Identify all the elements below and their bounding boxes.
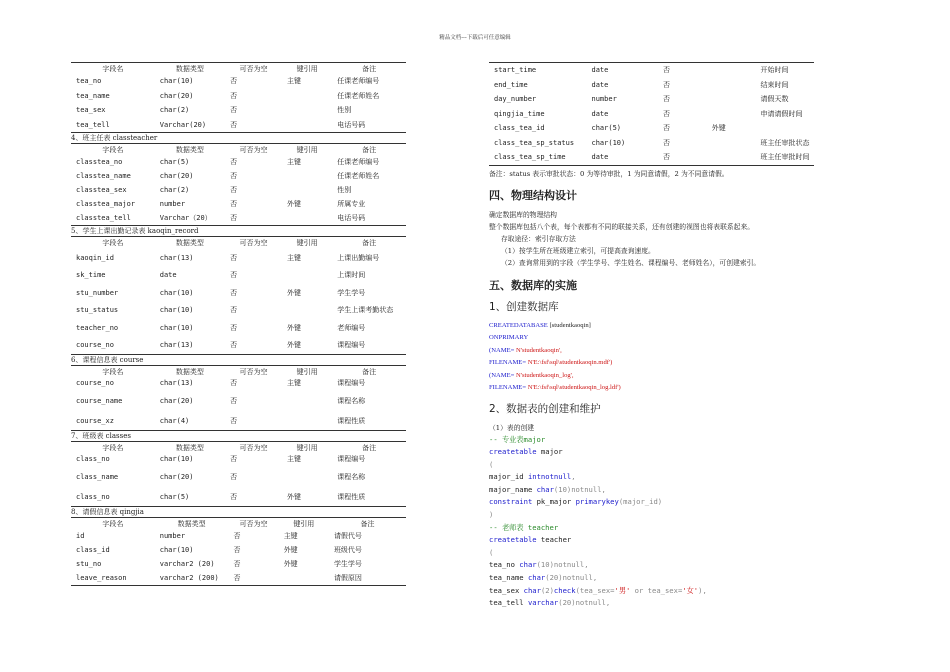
table-cell: char(2) <box>159 106 190 115</box>
table-cell: 外键 <box>287 341 302 350</box>
column-header: 数据类型 <box>175 64 204 73</box>
course-table <box>71 365 406 430</box>
create-db-heading: 1、创建数据库 <box>489 300 559 313</box>
data-table <box>489 63 814 165</box>
table-cell: char(2) <box>159 186 190 194</box>
table-cell: 学生学号 <box>337 288 366 297</box>
table-cell: 否 <box>233 560 241 568</box>
column-header: 字段名 <box>102 367 124 376</box>
table-row <box>71 453 406 465</box>
table-cell <box>282 302 332 320</box>
table-cell: class_no <box>76 455 110 463</box>
table-cell: char(5) <box>159 158 190 166</box>
table-cell: char(10) <box>591 138 626 147</box>
table-row <box>71 529 406 543</box>
table8-caption: 8、请假信息表 qingjia <box>71 506 406 517</box>
table-cell: 否 <box>663 95 670 104</box>
table-cell: 主键 <box>287 455 302 463</box>
table-cell: date <box>591 153 609 162</box>
column-header: 键引用 <box>296 367 318 376</box>
table-cell: course_no <box>76 341 114 350</box>
table-cell: 否 <box>233 532 241 540</box>
table-cell: number <box>159 532 186 540</box>
table-cell: end_time <box>494 80 528 89</box>
table-cell <box>279 571 329 585</box>
column-header: 备注 <box>362 239 377 247</box>
column-header: 可否为空 <box>239 64 268 73</box>
sql-filename-2: FILENAME= N'E:\fsf\sql\studentkaoqin_log.ldf') <box>489 384 621 391</box>
code-major-id: major_id intnotnull, <box>489 472 576 482</box>
index-point-1: （1）按学生所在班级建立索引，可提高查询速度。 <box>501 246 655 255</box>
table-row <box>71 74 406 89</box>
table-cell: 性别 <box>337 106 352 115</box>
code-tea-name: tea_name char(20)notnull, <box>489 573 598 583</box>
tables-description: 整个数据库包括八个表，每个表都有不同的联接关系，还有创建的视图也将表联系起来。 <box>489 222 755 231</box>
table-cell: 主键 <box>287 77 302 86</box>
table-cell: 否 <box>663 124 670 133</box>
table-cell <box>282 118 332 133</box>
column-header: 字段名 <box>102 145 124 154</box>
column-header: 字段名 <box>102 443 124 452</box>
code-comment-major: -- 专业表major <box>489 434 546 444</box>
table-cell: 否 <box>230 455 238 463</box>
table-cell <box>282 389 332 412</box>
table-row <box>71 183 406 197</box>
table-cell: class_tea_id <box>494 124 545 133</box>
table-row <box>489 78 814 93</box>
table-cell <box>282 412 332 430</box>
table-cell: 否 <box>230 417 238 425</box>
table-cell: char(20) <box>159 91 194 100</box>
table-cell: char(10) <box>159 288 194 297</box>
table-cell: 否 <box>233 574 241 582</box>
table-row <box>489 150 814 165</box>
table-cell: 课程编号 <box>337 341 366 350</box>
table-cell: stu_number <box>76 288 119 297</box>
code-close-paren: ) <box>489 510 494 520</box>
table-cell: class_id <box>76 546 110 554</box>
column-header: 可否为空 <box>239 367 268 376</box>
column-header: 键引用 <box>296 443 318 452</box>
tables-heading: 2、数据表的创建和维护 <box>489 402 601 415</box>
table-cell: tea_sex <box>76 106 106 115</box>
table-cell: 否 <box>230 106 238 115</box>
table-row <box>71 571 406 585</box>
table-cell: 请假原因 <box>333 574 362 582</box>
column-header: 可否为空 <box>239 145 268 154</box>
table-cell: 否 <box>230 341 238 350</box>
table-cell: 否 <box>230 200 238 208</box>
table-row <box>71 557 406 571</box>
column-header: 字段名 <box>102 64 124 73</box>
column-header: 备注 <box>362 145 377 154</box>
table-cell: qingjia_time <box>494 109 545 118</box>
classteacher-table <box>71 143 406 225</box>
table-cell: leave_reason <box>76 574 127 582</box>
physical-structure-text: 确定数据库的物理结构 <box>489 210 557 219</box>
table-cell: 课程名称 <box>337 472 366 481</box>
table-cell: classtea_tell <box>76 214 131 222</box>
table-cell <box>707 92 756 107</box>
table-cell: 否 <box>230 172 238 180</box>
table-cell <box>282 465 332 488</box>
table-cell <box>707 107 756 122</box>
table-row <box>71 118 406 133</box>
column-header: 备注 <box>362 443 377 452</box>
table-cell: varchar2 (20) <box>159 560 215 568</box>
table-cell: 请假代号 <box>333 532 362 540</box>
table-cell: 外键 <box>283 560 298 568</box>
table-cell: char(13) <box>159 379 194 387</box>
code-open-paren: ( <box>489 459 494 469</box>
table-cell: 主键 <box>287 158 302 166</box>
table-cell: char(4) <box>159 417 190 425</box>
table-cell: char(13) <box>159 341 194 350</box>
table-cell: date <box>591 109 609 118</box>
column-header: 数据类型 <box>175 443 204 452</box>
table6-caption: 6、课程信息表 course <box>71 354 406 365</box>
table4-caption: 4、班主任表 classteacher <box>71 132 406 143</box>
table-cell <box>282 89 332 104</box>
table-cell: 电话号码 <box>337 214 366 222</box>
table-cell: tea_tell <box>76 120 110 129</box>
table-cell: day_number <box>494 95 537 104</box>
table-row <box>71 211 406 225</box>
left-column <box>71 62 406 586</box>
table-cell: 电话号码 <box>337 120 366 129</box>
table-cell: date <box>159 271 177 280</box>
table-cell: 否 <box>663 66 670 75</box>
table-cell: 否 <box>663 109 670 118</box>
table-cell: Varchar(20) <box>159 120 207 129</box>
table-cell: 否 <box>230 158 238 166</box>
table-row <box>71 169 406 183</box>
status-note: 备注：status 表示审批状态：0 为等待审批，1 为同意请假，2 为不同意请假。 <box>489 169 729 178</box>
table-cell <box>756 121 815 136</box>
table-cell: 否 <box>230 253 238 262</box>
table-header-row <box>71 518 406 529</box>
column-header: 键引用 <box>296 239 318 247</box>
table-row <box>71 197 406 211</box>
table-cell <box>282 103 332 118</box>
table-row <box>71 319 406 337</box>
code-tea-no: tea_no char(10)notnull, <box>489 560 589 570</box>
table-cell: 外键 <box>287 493 302 501</box>
column-header: 备注 <box>362 64 377 73</box>
code-comment-teacher: -- 老师表 teacher <box>489 522 559 532</box>
table-cell <box>707 136 756 151</box>
table-header-row <box>71 442 406 453</box>
table-cell: 班主任审批时间 <box>760 153 810 162</box>
table-cell: class_tea_sp_time <box>494 153 566 162</box>
data-table <box>71 237 406 354</box>
code-major-constraint: constraint pk_major primarykey(major_id) <box>489 497 663 507</box>
table-cell: date <box>591 80 609 89</box>
table-cell: 否 <box>230 186 238 194</box>
data-table <box>71 366 406 430</box>
table-row <box>71 89 406 104</box>
table-cell: sk_time <box>76 271 106 280</box>
column-header: 键引用 <box>296 145 318 154</box>
table-cell: 主键 <box>283 532 298 540</box>
table-cell <box>282 183 332 197</box>
table-cell: tea_name <box>76 91 110 100</box>
table-cell: stu_no <box>76 560 102 568</box>
table-cell: 学生上课考勤状态 <box>337 306 394 315</box>
table7-caption: 7、班级表 classes <box>71 430 406 441</box>
table-cell: 否 <box>230 396 238 405</box>
table-cell: char(10) <box>159 546 194 554</box>
table-row <box>71 412 406 430</box>
table-row <box>71 337 406 355</box>
table-cell: Varchar（20） <box>159 214 212 222</box>
table-cell: 否 <box>230 379 238 387</box>
sql-create-database: CREATEDATABASE [studentkaoqin] <box>489 321 591 329</box>
column-header: 可否为空 <box>239 443 268 452</box>
table-cell: 外键 <box>711 124 726 133</box>
data-table <box>71 63 406 132</box>
table-cell: 申请请假时间 <box>760 109 803 118</box>
table-cell: char(10) <box>159 306 194 315</box>
table-cell: classtea_name <box>76 172 131 180</box>
table-cell: char(20) <box>159 172 194 180</box>
table-cell: 课程性质 <box>337 493 366 501</box>
table-row <box>71 302 406 320</box>
table-row <box>489 121 814 136</box>
table-cell: 否 <box>230 91 238 100</box>
column-header: 字段名 <box>102 239 124 247</box>
table-row <box>71 389 406 412</box>
table-header-row <box>71 237 406 249</box>
table-cell: classtea_major <box>76 200 136 208</box>
sql-name-1: (NAME= N'studentkaoqin', <box>489 346 562 354</box>
table-row <box>71 155 406 169</box>
column-header: 数据类型 <box>175 367 204 376</box>
table-cell: course_xz <box>76 417 114 425</box>
column-header: 数据类型 <box>175 239 204 247</box>
table-cell: 课程编号 <box>337 455 366 463</box>
table-cell: 否 <box>663 138 670 147</box>
table-header-row <box>71 144 406 155</box>
column-header: 可否为空 <box>239 519 268 528</box>
classes-table <box>71 441 406 506</box>
table-cell: 否 <box>230 306 238 315</box>
sql-filename-1: FILENAME= N'E:\fsf\sql\studentkaoqin.mdf') <box>489 359 613 366</box>
table-cell: char(5) <box>591 124 622 133</box>
section-five-heading: 五、数据库的实施 <box>489 278 577 292</box>
table-row <box>71 465 406 488</box>
table-row <box>71 103 406 118</box>
table-cell: 请假天数 <box>760 95 789 104</box>
table-cell: 外键 <box>287 200 302 208</box>
code-major-name: major_name char(10)notnull, <box>489 484 606 494</box>
table-cell: 否 <box>230 77 238 86</box>
table-cell: 课程编号 <box>337 379 366 387</box>
table-cell: 课程名称 <box>337 396 366 405</box>
table-cell: 否 <box>230 323 238 332</box>
table-cell <box>282 169 332 183</box>
table-cell: 结束时间 <box>760 80 789 89</box>
table-cell: char(10) <box>159 77 194 86</box>
table-cell: 班级代号 <box>333 546 362 554</box>
table-cell: char(20) <box>159 396 194 405</box>
table-cell: char(13) <box>159 253 194 262</box>
access-method: 存取途径：索引存取方法 <box>501 234 576 243</box>
table-cell: char(10) <box>159 323 194 332</box>
table-cell: 否 <box>663 153 670 162</box>
table-cell: class_tea_sp_status <box>494 138 575 147</box>
table-row <box>71 284 406 302</box>
table-cell: 课程性质 <box>337 417 366 425</box>
table-cell: 否 <box>230 271 238 280</box>
table-cell: 性别 <box>337 186 352 194</box>
table-cell: 班主任审批状态 <box>760 138 810 147</box>
table-cell: number <box>159 200 186 208</box>
table-cell: class_no <box>76 493 110 501</box>
table-cell: 否 <box>230 493 238 501</box>
table-row <box>71 267 406 285</box>
table-cell: 主键 <box>287 253 302 262</box>
right-column <box>489 62 814 610</box>
table-cell: 外键 <box>283 546 298 554</box>
column-header: 可否为空 <box>239 239 268 247</box>
table-row <box>489 63 814 78</box>
table-cell: 否 <box>230 472 238 481</box>
teacher-table <box>71 62 406 132</box>
table-cell <box>282 211 332 225</box>
index-point-2: （2）查询常用到的字段（学生学号、学生姓名、课程编号、老师姓名），可创建索引。 <box>501 258 761 267</box>
table-cell: 任课老师编号 <box>337 77 380 86</box>
table5-caption: 5、学生上课出勤记录表 kaoqin_record <box>71 225 406 236</box>
table-cell: 任课老师姓名 <box>337 172 380 180</box>
table-cell: date <box>591 66 609 75</box>
table-cell: classtea_sex <box>76 186 127 194</box>
table-cell: teacher_no <box>76 323 119 332</box>
column-header: 数据类型 <box>177 519 206 528</box>
table-cell: 否 <box>230 120 238 129</box>
data-table <box>71 442 406 506</box>
code-create-teacher: createtable teacher <box>489 535 572 545</box>
column-header: 备注 <box>362 367 377 376</box>
column-header: 备注 <box>360 519 375 528</box>
table-row <box>489 136 814 151</box>
table-row <box>71 377 406 389</box>
table-cell: char(20) <box>159 472 194 481</box>
table-cell: 否 <box>230 288 238 297</box>
table-cell: tea_no <box>76 77 102 86</box>
table-cell: 所属专业 <box>337 200 366 208</box>
table-cell: 任课老师编号 <box>337 158 380 166</box>
sql-on-primary: ONPRIMARY <box>489 334 529 341</box>
table-cell: class_name <box>76 472 119 481</box>
table-create-subheading: （1）表的创建 <box>489 423 535 432</box>
table-cell: 上课出勤编号 <box>337 253 380 262</box>
table-cell <box>282 267 332 285</box>
kaoqin-record-table <box>71 236 406 354</box>
table-row <box>71 249 406 267</box>
table-cell: kaoqin_id <box>76 253 114 262</box>
table-cell: 老师编号 <box>337 323 366 332</box>
data-table <box>71 144 406 225</box>
code-open-paren-2: ( <box>489 547 494 557</box>
table-cell: stu_status <box>76 306 119 315</box>
column-header: 键引用 <box>296 64 318 73</box>
table-cell <box>707 78 756 93</box>
page-header: 精品文档---下载后可任意编辑 <box>439 35 511 41</box>
table-row <box>489 107 814 122</box>
table-cell: 否 <box>663 80 670 89</box>
code-tea-tell: tea_tell varchar(20)notnull, <box>489 598 611 608</box>
table-cell: 否 <box>230 214 238 222</box>
data-table <box>71 518 406 585</box>
table-cell: 否 <box>233 546 241 554</box>
table-cell: 主键 <box>287 379 302 387</box>
column-header: 字段名 <box>102 519 124 528</box>
table-cell: classtea_no <box>76 158 123 166</box>
table-header-row <box>71 366 406 377</box>
table-row <box>71 543 406 557</box>
table-cell: course_no <box>76 379 114 387</box>
qingjia-table <box>71 517 406 585</box>
table-cell: char(10) <box>159 455 194 463</box>
table-cell: start_time <box>494 66 537 75</box>
table-header-row <box>71 63 406 74</box>
table-row <box>71 488 406 506</box>
column-header: 数据类型 <box>175 145 204 154</box>
qingjia-table-continued <box>489 62 814 166</box>
column-header: 键引用 <box>293 519 315 528</box>
table-cell <box>707 150 756 165</box>
table-cell: 外键 <box>287 288 302 297</box>
table-cell: number <box>591 95 617 104</box>
table-cell: 上课时间 <box>337 271 366 280</box>
code-create-major: createtable major <box>489 447 563 457</box>
code-tea-sex: tea_sex char(2)check(tea_sex='男' or tea_sex='女'), <box>489 585 707 595</box>
sql-name-2: (NAME= N'studentkaoqin_log', <box>489 371 574 379</box>
table-row <box>489 92 814 107</box>
table-cell: 外键 <box>287 323 302 332</box>
table-cell: char(5) <box>159 493 190 501</box>
table-cell: varchar2 (200) <box>159 574 219 582</box>
table-cell: 任课老师姓名 <box>337 91 380 100</box>
table-cell: id <box>76 532 85 540</box>
table-cell: 学生学号 <box>333 560 362 568</box>
section-four-heading: 四、物理结构设计 <box>489 188 577 202</box>
table-cell: course_name <box>76 396 123 405</box>
table-cell: 开始时间 <box>760 66 789 75</box>
table-cell <box>707 63 756 78</box>
